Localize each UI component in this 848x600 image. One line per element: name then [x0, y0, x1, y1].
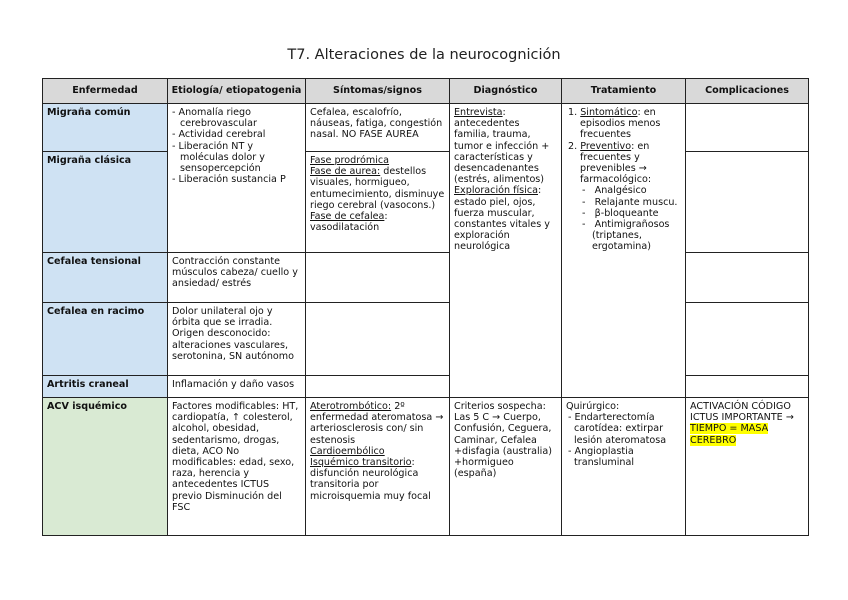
table-row [43, 152, 809, 253]
table-row [43, 398, 809, 536]
table-header-row [43, 79, 809, 104]
sintomas-cell: Aterotrombótico: 2º enfermedad ateromatosa → arteriosclerosis con/ sin estenosis Cardioembólico Isquémico transitorio: disfunción neurológica transitoria por microisquemia muy focal [306, 398, 450, 536]
header-diagnostico: Diagnóstico [450, 79, 562, 104]
diagnostico-cell: Entrevista: antecedentes familia, trauma, tumor e infección + características y desencadenantes (estrés, alimentos) Exploración física: estado piel, ojos, fuerza muscular, constantes vitales y exploración neurológica [450, 104, 562, 398]
complicaciones-cell [686, 376, 809, 398]
complicaciones-cell [686, 152, 809, 253]
complicaciones-cell [686, 303, 809, 376]
complicaciones-cell: ACTIVACIÓN CÓDIGO ICTUS IMPORTANTE → TIEMPO = MASA CEREBRO [686, 398, 809, 536]
header-tratamiento: Tratamiento [562, 79, 686, 104]
table-row [43, 104, 809, 152]
sintomas-cell [306, 376, 450, 398]
table-row [43, 376, 809, 398]
sintomas-cell: Fase prodrómica Fase de aurea: destellos visuales, hormigueo, entumecimiento, disminuye riego cerebral (vasocons.) Fase de cefalea: vasodilatación [306, 152, 450, 253]
etiologia-cell: Factores modificables: HT, cardiopatía, ↑ colesterol, alcohol, obesidad, sedentarismo, drogas, dieta, ACO No modificables: edad, sexo, raza, herencia y antecedentes ICTUS previo Disminución del FSC [168, 398, 306, 536]
tratamiento-cell [562, 104, 686, 398]
list-item: - Endarterectomía carotídea: extirpar lesión ateromatosa [568, 412, 667, 446]
disease-name: Migraña clásica [43, 152, 168, 253]
list-item: - Antimigrañosos (triptanes, ergotamina) [582, 219, 670, 253]
disease-name: Cefalea en racimo [43, 303, 168, 376]
list-item: - Relajante muscu. [582, 196, 678, 208]
complicaciones-cell [686, 253, 809, 303]
sintomas-cell [306, 253, 450, 303]
etiologia-cell: - Anomalía riego cerebrovascular - Actividad cerebral - Liberación NT y moléculas dolor y sensopercepción - Liberación sustancia P [168, 104, 306, 253]
sintomas-cell [306, 303, 450, 376]
sintomas-cell: Cefalea, escalofrío, náuseas, fatiga, congestión nasal. NO FASE AUREA [306, 104, 450, 152]
header-etiologia: Etiología/ etiopatogenia [168, 79, 306, 104]
disease-table [42, 78, 809, 536]
etiologia-cell: Dolor unilateral ojo y órbita que se irradia. Origen desconocido: alteraciones vasculares, serotonina, SN autónomo [168, 303, 306, 376]
list-item: - β-bloqueante [582, 207, 659, 219]
header-enfermedad: Enfermedad [43, 79, 168, 104]
highlight-text: TIEMPO = MASA CEREBRO [690, 423, 769, 446]
table-row [43, 303, 809, 376]
page-title: T7. Alteraciones de la neurocognición [287, 47, 561, 63]
list-item: - Analgésico [582, 185, 647, 197]
tratamiento-cell: Quirúrgico: - Endarterectomía carotídea: extirpar lesión ateromatosa - Angioplastia transluminal [562, 398, 686, 536]
disease-name: Artritis craneal [43, 376, 168, 398]
disease-name: Cefalea tensional [43, 253, 168, 303]
header-sintomas: Síntomas/signos [306, 79, 450, 104]
disease-name: ACV isquémico [43, 398, 168, 536]
etiologia-cell: Contracción constante músculos cabeza/ cuello y ansiedad/ estrés [168, 253, 306, 303]
etiologia-cell: Inflamación y daño vasos [168, 376, 306, 398]
list-item: - Angioplastia transluminal [568, 445, 635, 469]
complicaciones-cell [686, 104, 809, 152]
disease-name: Migraña común [43, 104, 168, 152]
list-item: 2. Preventivo: en frecuentes y prevenibles → farmacológico: [568, 140, 652, 186]
diagnostico-cell: Criterios sospecha: Las 5 C → Cuerpo, Confusión, Ceguera, Caminar, Cefalea +disfagia (australia) +hormigueo (españa) [450, 398, 562, 536]
header-complicaciones: Complicaciones [686, 79, 809, 104]
list-item: 1. Sintomático: en episodios menos frecuentes [568, 107, 661, 141]
table-row [43, 253, 809, 303]
